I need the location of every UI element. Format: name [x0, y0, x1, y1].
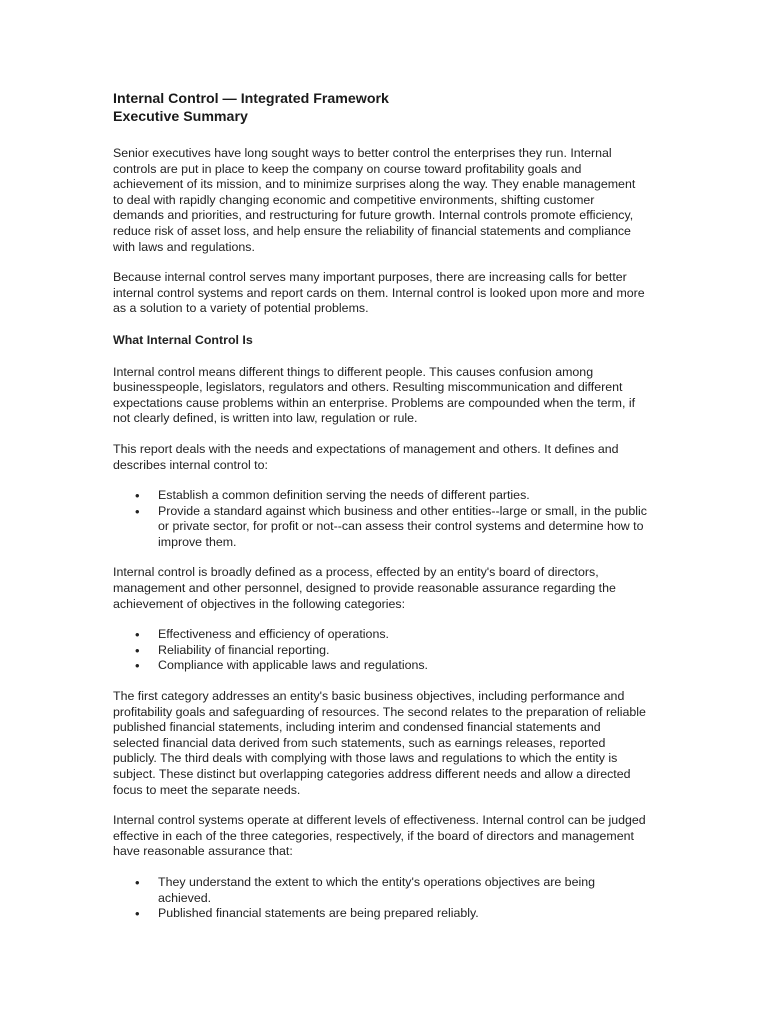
paragraph-because: Because internal control serves many important purposes, there are increasing calls for better internal control systems and report cards on them. Internal control is looked upon more and more as a solution to a variety of potential problems.: [113, 270, 645, 316]
paragraph-intro: Senior executives have long sought ways to better control the enterprises they run. Internal controls are put in place to keep the company on course toward profitability goals and achievement of its mission, and to minimize surprises along the way. They enable management to deal with rapidly changing economic and competitive environments, shifting customer demands and priorities, and restructuring for future growth. Internal controls promote efficiency, reduce risk of asset loss, and help ensure the reliability of financial statements and compliance with laws and regulations.: [113, 146, 636, 254]
document-subtitle: Executive Summary: [113, 109, 248, 125]
document-body: [113, 90, 661, 922]
list-item: • Effectiveness and efficiency of operations.: [113, 627, 661, 643]
list-item: • Provide a standard against which business and other entities--large or small, in the public or private sector, for profit or not--can assess their control systems and determine how to improve them.: [113, 504, 661, 551]
list-assurance: [113, 875, 661, 922]
paragraph-systems: Internal control systems operate at different levels of effectiveness. Internal control can be judged effective in each of the three categories, respectively, if the board of directors and management have reasonable assurance that:: [113, 813, 646, 859]
list-item: • Reliability of financial reporting.: [113, 643, 661, 659]
list-item: • Establish a common definition serving the needs of different parties.: [113, 488, 661, 504]
document-title: Internal Control — Integrated Framework: [113, 91, 389, 107]
list-item: • They understand the extent to which the entity's operations objectives are being achieved.: [113, 875, 661, 906]
list-defines: [113, 488, 661, 550]
section-heading-what-internal-control-is: What Internal Control Is: [113, 332, 253, 347]
list-categories: [113, 627, 661, 674]
paragraph-broadly: Internal control is broadly defined as a process, effected by an entity's board of directors, management and other personnel, designed to provide reasonable assurance regarding the achievement of objectives in the following categories:: [113, 565, 616, 611]
list-item: • Compliance with applicable laws and regulations.: [113, 658, 661, 674]
list-item: • Published financial statements are being prepared reliably.: [113, 906, 661, 922]
paragraph-report: This report deals with the needs and expectations of management and others. It defines and describes internal control to:: [113, 441, 619, 472]
paragraph-first-category: The first category addresses an entity's basic business objectives, including performance and profitability goals and safeguarding of resources. The second relates to the preparation of reliable published financial statements, including interim and condensed financial statements and selected financial data derived from such statements, such as earnings releases, reported publicly. The third deals with complying with those laws and regulations to which the entity is subject. These distinct but overlapping categories address different needs and allow a directed focus to meet the separate needs.: [113, 689, 646, 797]
paragraph-means: Internal control means different things to different people. This causes confusion among businesspeople, legislators, regulators and others. Resulting miscommunication and different expectations cause problems within an enterprise. Problems are compounded when the term, if not clearly defined, is written into law, regulation or rule.: [113, 364, 636, 426]
